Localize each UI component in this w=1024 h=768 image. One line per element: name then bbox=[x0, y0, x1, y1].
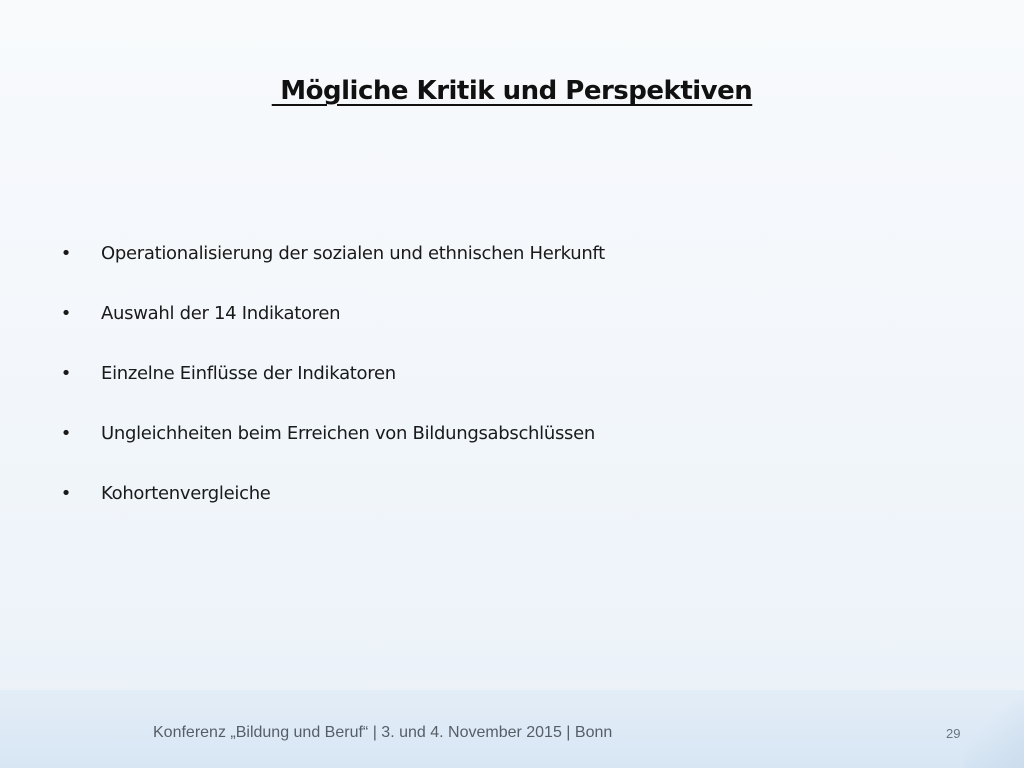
slide-title-text: Mögliche Kritik und Perspektiven bbox=[271, 76, 753, 106]
bullet-dot-icon: • bbox=[60, 243, 72, 264]
page-number: 29 bbox=[946, 726, 961, 741]
bullet-dot-icon: • bbox=[60, 363, 72, 384]
bullet-dot-icon: • bbox=[60, 483, 72, 504]
bullet-text: Ungleichheiten beim Erreichen von Bildungsabschlüssen bbox=[101, 423, 596, 444]
bullet-text: Auswahl der 14 Indikatoren bbox=[101, 303, 341, 324]
slide-title bbox=[0, 76, 1024, 106]
bullet-text: Kohortenvergleiche bbox=[101, 483, 271, 504]
bullet-dot-icon: • bbox=[60, 303, 72, 324]
bullet-text: Einzelne Einflüsse der Indikatoren bbox=[101, 363, 396, 384]
bullet-text: Operationalisierung der sozialen und ethnischen Herkunft bbox=[101, 243, 605, 264]
footer-text: Konferenz „Bildung und Beruf“ | 3. und 4. November 2015 | Bonn bbox=[153, 724, 613, 741]
bullet-dot-icon: • bbox=[60, 423, 72, 444]
